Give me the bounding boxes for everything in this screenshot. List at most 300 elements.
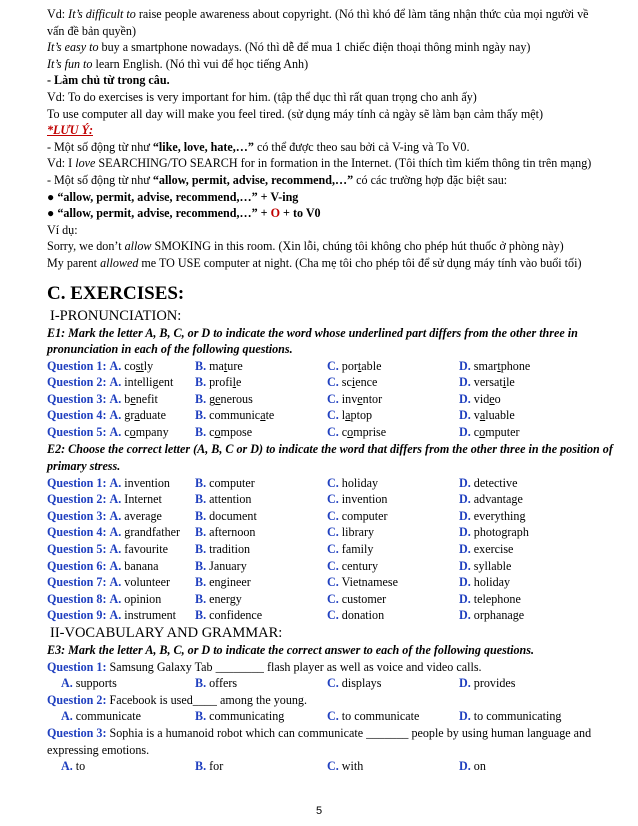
rule-bullet: ● “allow, permit, advise, recommend,…” + V-ing (47, 189, 299, 204)
underlined-part: e (489, 391, 495, 406)
option-word: afternoon (209, 525, 256, 540)
word-part: c (473, 425, 480, 440)
option-b (195, 391, 253, 408)
option-b (195, 708, 284, 725)
word-part: v (473, 408, 480, 423)
word-part: luable (485, 408, 515, 423)
option-word: to communicate (341, 709, 420, 724)
option-letter: A. (109, 508, 122, 523)
option-letter: D. (459, 591, 471, 606)
option-word (209, 375, 241, 389)
option-word: on (473, 759, 486, 774)
underlined-part: i (351, 375, 356, 390)
option-b (195, 541, 250, 558)
option-a (47, 541, 168, 558)
word-part: co (124, 358, 136, 373)
option-c (327, 524, 374, 541)
option-word: family (341, 542, 374, 557)
option-word: detective (473, 475, 518, 490)
option-word: average (124, 508, 162, 523)
option-word: confidence (209, 608, 263, 623)
option-letter: B. (195, 408, 207, 423)
question-label: Question 7: (47, 575, 107, 590)
question-label: Question 1: (47, 659, 107, 674)
option-word (124, 392, 158, 406)
option-word: syllable (473, 558, 512, 573)
option-d (459, 524, 529, 541)
option-word: Vietnamese (341, 575, 398, 590)
question-label: Question 4: (47, 525, 107, 540)
option-d (459, 758, 486, 775)
question-label: Question 1: (47, 475, 107, 490)
word-part: gr (124, 408, 135, 423)
option-d (459, 558, 511, 575)
option-word: offers (209, 676, 238, 691)
option-word: holiday (473, 575, 511, 590)
option-a (61, 708, 141, 725)
underlined-part: g (152, 375, 159, 390)
option-word: displays (341, 676, 382, 691)
question-label: Question 2: (47, 492, 107, 507)
option-b (195, 607, 262, 624)
option-a (47, 424, 169, 441)
option-word: donation (341, 608, 385, 623)
option-letter: B. (195, 375, 207, 390)
option-letter: C. (327, 492, 339, 507)
underlined-part: l (232, 375, 237, 390)
word-part: mpose (220, 425, 253, 440)
option-a (47, 607, 176, 624)
word-part: ma (209, 358, 224, 373)
option-letter: C. (327, 525, 339, 540)
option-letter: D. (459, 542, 471, 557)
question-row (47, 407, 621, 424)
exercise-instruction: E3: Mark the letter A, B, C, or D to indicate the correct answer to each of the following questions. (47, 643, 535, 657)
word-part: able (361, 358, 382, 373)
option-letter: A. (109, 358, 122, 373)
option-c (327, 558, 378, 575)
option-a (47, 358, 153, 375)
option-word: energy (209, 591, 242, 606)
option-word: photograph (473, 525, 529, 540)
underlined-part: a (479, 408, 486, 423)
option-letter: C. (327, 676, 339, 691)
option-letter: C. (327, 759, 339, 774)
word-part: l (341, 408, 346, 423)
option-d (459, 508, 526, 525)
option-b (195, 424, 252, 441)
question-label: Question 5: (47, 542, 107, 557)
e3-question-list (47, 659, 621, 775)
option-word (342, 408, 372, 422)
question-label: Question 3: (47, 391, 107, 406)
option-word: telephone (473, 591, 521, 606)
option-c (327, 374, 377, 391)
word-part: intelli (124, 375, 153, 390)
option-word (209, 425, 252, 439)
option-word: exercise (473, 542, 514, 557)
word-part: mpany (135, 425, 169, 440)
option-letter: B. (195, 358, 207, 373)
word-part: c (341, 425, 348, 440)
option-letter: B. (195, 591, 207, 606)
option-word (209, 359, 243, 373)
rule-heading: - Làm chủ từ trong câu. (47, 73, 170, 88)
option-a (47, 574, 170, 591)
question-row (47, 475, 621, 492)
option-a (47, 407, 166, 424)
option-letter: A. (109, 591, 122, 606)
option-d (459, 675, 515, 692)
option-b (195, 374, 241, 391)
text-line: My parent allowed me TO USE computer at night. (Cha mẹ tôi cho phép tôi để sử dụng máy tính vào buổi tối) (47, 255, 582, 270)
word-part: duate (139, 408, 166, 423)
option-d (459, 374, 515, 391)
option-c (327, 424, 386, 441)
option-c (327, 675, 381, 692)
option-letter: A. (109, 575, 122, 590)
option-letter: D. (459, 492, 471, 507)
option-word (124, 375, 173, 389)
option-word: library (341, 525, 375, 540)
word-part: ure (227, 358, 243, 373)
underlined-part: t (357, 358, 362, 373)
option-b (195, 524, 255, 541)
option-word: supports (75, 676, 117, 691)
option-word: engineer (209, 575, 251, 590)
option-c (327, 607, 384, 624)
word-part: nefit (135, 391, 158, 406)
option-a (47, 558, 159, 575)
option-b (195, 574, 251, 591)
option-c (327, 541, 373, 558)
option-word (209, 392, 253, 406)
option-c (327, 574, 398, 591)
option-word (474, 425, 520, 439)
option-letter: B. (195, 575, 207, 590)
option-a (61, 675, 117, 692)
option-word: favourite (124, 542, 168, 557)
question-row (47, 574, 621, 591)
option-letter: A. (109, 375, 122, 390)
option-letter: A. (109, 492, 122, 507)
note-heading: *LƯU Ý: (47, 123, 93, 138)
option-c (327, 407, 372, 424)
word-part: smar (473, 358, 498, 373)
question-label: Question 1: (47, 358, 107, 373)
option-b (195, 358, 243, 375)
text-line: Vd: It’s difficult to raise people awareness about copyright. (Nó thì khó để làm tăng nhận thức của mọi người về (47, 7, 589, 21)
document-page (47, 6, 621, 775)
exercises-heading: C. EXERCISES: (47, 282, 185, 304)
option-c (327, 591, 386, 608)
option-word: attention (209, 492, 252, 507)
option-letter: D. (459, 425, 471, 440)
option-letter: B. (195, 676, 207, 691)
option-d (459, 391, 501, 408)
option-letter: A. (109, 542, 122, 557)
rule-bullet: ● “allow, permit, advise, recommend,…” + O + to V0 (47, 206, 321, 221)
word-part: inv (341, 391, 358, 406)
question-text: Sophia is a humanoid robot which can communicate _______ people by using human language and expressing emotions. (47, 725, 592, 757)
question-row (47, 508, 621, 525)
option-d (459, 358, 530, 375)
option-letter: B. (195, 508, 207, 523)
option-letter: A. (109, 608, 122, 623)
underlined-part: e (130, 391, 136, 406)
option-word: grandfather (124, 525, 181, 540)
option-d (459, 541, 513, 558)
question-label: Question 9: (47, 608, 107, 623)
word-part: ptop (350, 408, 373, 423)
underlined-part: t (223, 358, 228, 373)
option-letter: D. (459, 408, 471, 423)
exercise-instruction: E2: Choose the correct letter (A, B, C or D) to indicate the word that differs from the other three in the position of primary stress. (47, 441, 613, 473)
word-part: ly (143, 358, 154, 373)
option-letter: C. (327, 709, 339, 724)
underlined-part: st (135, 358, 144, 373)
option-letter: C. (327, 375, 339, 390)
option-c (327, 475, 378, 492)
option-c (327, 758, 363, 775)
option-c (327, 358, 381, 375)
option-word: volunteer (124, 575, 170, 590)
word-part: g (209, 391, 216, 406)
exercise-instruction: E1: Mark the letter A, B, C, or D to indicate the word whose underlined part differs from the other three in pronunciation in each of the following questions. (47, 325, 578, 357)
option-letter: C. (327, 475, 339, 490)
option-letter: A. (109, 391, 122, 406)
option-d (459, 708, 561, 725)
option-b (195, 407, 274, 424)
option-letter: D. (459, 475, 471, 490)
option-word: for (209, 759, 224, 774)
word-part: c (209, 425, 215, 440)
option-letter: B. (195, 608, 207, 623)
option-letter: D. (459, 676, 471, 691)
word-part: ent (158, 375, 174, 390)
option-word: century (341, 558, 379, 573)
answer-row (47, 675, 621, 692)
option-word (342, 392, 382, 406)
option-word (342, 359, 382, 373)
option-letter: D. (459, 709, 471, 724)
word-part: ntor (362, 391, 383, 406)
option-d (459, 591, 521, 608)
option-a (47, 508, 162, 525)
option-word: invention (124, 475, 170, 490)
option-letter: B. (195, 475, 207, 490)
option-a (47, 391, 158, 408)
option-word: Internet (124, 492, 162, 507)
answer-row (47, 758, 621, 775)
question-row (47, 541, 621, 558)
word-part: versat (473, 375, 503, 390)
section-heading: I-PRONUNCIATION: (50, 307, 182, 324)
word-part: le (506, 375, 515, 390)
underlined-part: e (357, 391, 363, 406)
option-letter: B. (195, 759, 207, 774)
question-stem (47, 725, 621, 758)
word-part: mprise (353, 425, 387, 440)
underlined-part: i (502, 375, 507, 390)
option-word (342, 425, 386, 439)
option-word: everything (473, 508, 526, 523)
option-word: communicating (209, 709, 285, 724)
option-word: orphanage (473, 608, 525, 623)
underlined-part: a (134, 408, 140, 423)
option-letter: A. (61, 676, 73, 691)
option-word: instrument (124, 608, 177, 623)
word-part: c (124, 425, 130, 440)
underlined-part: e (215, 391, 221, 406)
text-line: Vd: I love SEARCHING/TO SEARCH for in formation in the Internet. (Tôi thích tìm kiếm thông tin trên mạng) (47, 156, 592, 171)
option-c (327, 491, 387, 508)
option-word: to (75, 759, 86, 774)
option-word (209, 408, 274, 422)
question-label: Question 2: (47, 692, 107, 707)
option-c (327, 391, 382, 408)
option-word: banana (124, 558, 159, 573)
option-word: tradition (209, 542, 251, 557)
option-a (47, 591, 161, 608)
option-a (47, 475, 170, 492)
question-label: Question 3: (47, 725, 107, 740)
option-letter: A. (109, 425, 122, 440)
question-row (47, 524, 621, 541)
text-line: It’s easy to buy a smartphone nowadays. (Nó thì dễ để mua 1 chiếc điện thoại thông minh ngày nay) (47, 40, 531, 55)
option-c (327, 708, 419, 725)
question-label: Question 3: (47, 508, 107, 523)
option-letter: D. (459, 558, 471, 573)
option-word: document (209, 508, 257, 523)
question-row (47, 558, 621, 575)
option-word: provides (473, 676, 516, 691)
option-word: advantage (473, 492, 523, 507)
option-word: opinion (124, 591, 162, 606)
option-word (124, 408, 166, 422)
option-word: communicate (75, 709, 141, 724)
text-line: It’s fun to learn English. (Nó thì vui để học tiếng Anh) (47, 56, 309, 71)
option-word: computer (209, 475, 255, 490)
option-a (47, 374, 173, 391)
word-part: mputer (485, 425, 520, 440)
option-letter: D. (459, 575, 471, 590)
option-b (195, 758, 223, 775)
option-letter: C. (327, 508, 339, 523)
question-row (47, 591, 621, 608)
option-letter: D. (459, 375, 471, 390)
word-part: communic (209, 408, 261, 423)
word-part: ence (355, 375, 378, 390)
option-letter: D. (459, 759, 471, 774)
page-number: 5 (315, 805, 323, 817)
word-part: sc (341, 375, 352, 390)
option-letter: B. (195, 492, 207, 507)
question-label: Question 6: (47, 558, 107, 573)
option-a (47, 524, 180, 541)
question-label: Question 5: (47, 425, 107, 440)
underlined-part: o (129, 425, 136, 440)
question-row (47, 374, 621, 391)
option-letter: D. (459, 608, 471, 623)
option-word (474, 359, 530, 373)
option-d (459, 607, 524, 624)
option-letter: A. (109, 475, 122, 490)
option-letter: C. (327, 591, 339, 606)
question-row (47, 391, 621, 408)
option-letter: A. (61, 709, 73, 724)
text-line: vấn đề bản quyền) (47, 23, 136, 38)
option-letter: B. (195, 542, 207, 557)
option-b (195, 475, 255, 492)
option-d (459, 574, 510, 591)
underlined-part: o (214, 425, 221, 440)
option-b (195, 675, 237, 692)
option-letter: D. (459, 391, 471, 406)
option-word: holiday (341, 475, 379, 490)
option-letter: C. (327, 358, 339, 373)
option-b (195, 508, 257, 525)
question-row (47, 424, 621, 441)
word-part: vid (473, 391, 490, 406)
option-d (459, 424, 519, 441)
option-letter: D. (459, 508, 471, 523)
option-d (459, 491, 523, 508)
text-line: Ví dụ: (47, 222, 78, 237)
section-heading: II-VOCABULARY AND GRAMMAR: (50, 625, 283, 641)
answer-row (47, 708, 621, 725)
option-letter: B. (195, 425, 207, 440)
option-letter: C. (327, 575, 339, 590)
option-b (195, 591, 242, 608)
option-word (474, 408, 515, 422)
underlined-part: t (497, 358, 501, 373)
word-part: phone (500, 358, 531, 373)
option-letter: C. (327, 425, 339, 440)
option-c (327, 508, 387, 525)
option-letter: B. (195, 709, 207, 724)
option-word: to communicating (473, 709, 562, 724)
option-word: customer (341, 591, 387, 606)
option-b (195, 491, 251, 508)
underlined-part: a (345, 408, 351, 423)
question-row (47, 358, 621, 375)
question-label: Question 8: (47, 591, 107, 606)
word-part: o (494, 391, 501, 406)
question-row (47, 607, 621, 624)
text-line: - Một số động từ như “like, love, hate,…” có thể được theo sau bởi cả V-ing và To V0. (47, 139, 470, 154)
question-text: Facebook is used____ among the young. (106, 692, 307, 707)
option-letter: B. (195, 558, 207, 573)
option-letter: D. (459, 358, 471, 373)
option-a (61, 758, 85, 775)
underlined-part: o (347, 425, 354, 440)
option-a (47, 491, 162, 508)
option-letter: A. (109, 525, 122, 540)
option-word (124, 425, 168, 439)
underlined-part: a (260, 408, 266, 423)
option-d (459, 407, 515, 424)
option-word: with (341, 759, 364, 774)
option-letter: A. (109, 408, 122, 423)
option-d (459, 475, 517, 492)
option-letter: B. (195, 525, 207, 540)
e1-question-list (47, 358, 621, 441)
option-letter: C. (327, 408, 339, 423)
option-word: computer (341, 508, 388, 523)
question-stem (47, 692, 621, 709)
option-letter: C. (327, 542, 339, 557)
